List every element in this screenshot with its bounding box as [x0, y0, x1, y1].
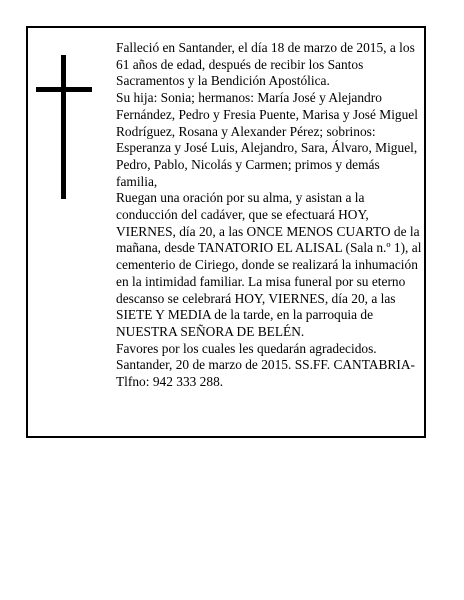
- cross-vertical-bar: [61, 55, 66, 199]
- funeral-details: Ruegan una oración por su alma, y asistan a la conducción del cadáver, que se efectuará HOY, VIERNES, día 20, a las ONCE MENOS CUARTO de la mañana, desde TANATORIO EL ALISAL (Sala n.º 1), al cementerio de Ciriego, donde se realizará la inhumación en la intimidad familiar. La misa funeral por su eterno descanso se celebrará HOY, VIERNES, día 20, a las SIETE Y MEDIA de la tarde, en la parroquia de NUESTRA SEÑORA DE BELÉN.: [116, 190, 422, 339]
- family-list: Su hija: Sonia; hermanos: María José y Alejandro Fernández, Pedro y Fresia Puente, Marisa y José Miguel Rodríguez, Rosana y Alexander Pérez; sobrinos: Esperanza y José Luis, Alejandro, Sara, Álvaro, Miguel, Pedro, Pablo, Nicolás y Carmen; primos y demás familia,: [116, 90, 418, 189]
- obituary-notice: [26, 26, 426, 438]
- death-announcement: Falleció en Santander, el día 18 de marzo de 2015, a los 61 años de edad, después de recibir los Santos Sacramentos y la Bendición Apostólica.: [116, 40, 415, 89]
- obituary-text: [116, 40, 424, 391]
- funeral-home-line: Santander, 20 de marzo de 2015. SS.FF. CANTABRIA-: [116, 357, 415, 373]
- gratitude-line: Favores por los cuales les quedarán agradecidos.: [116, 340, 377, 356]
- cross-horizontal-bar: [36, 87, 92, 92]
- latin-cross-icon: [36, 55, 96, 199]
- phone-line: Tlfno: 942 333 288.: [116, 374, 224, 390]
